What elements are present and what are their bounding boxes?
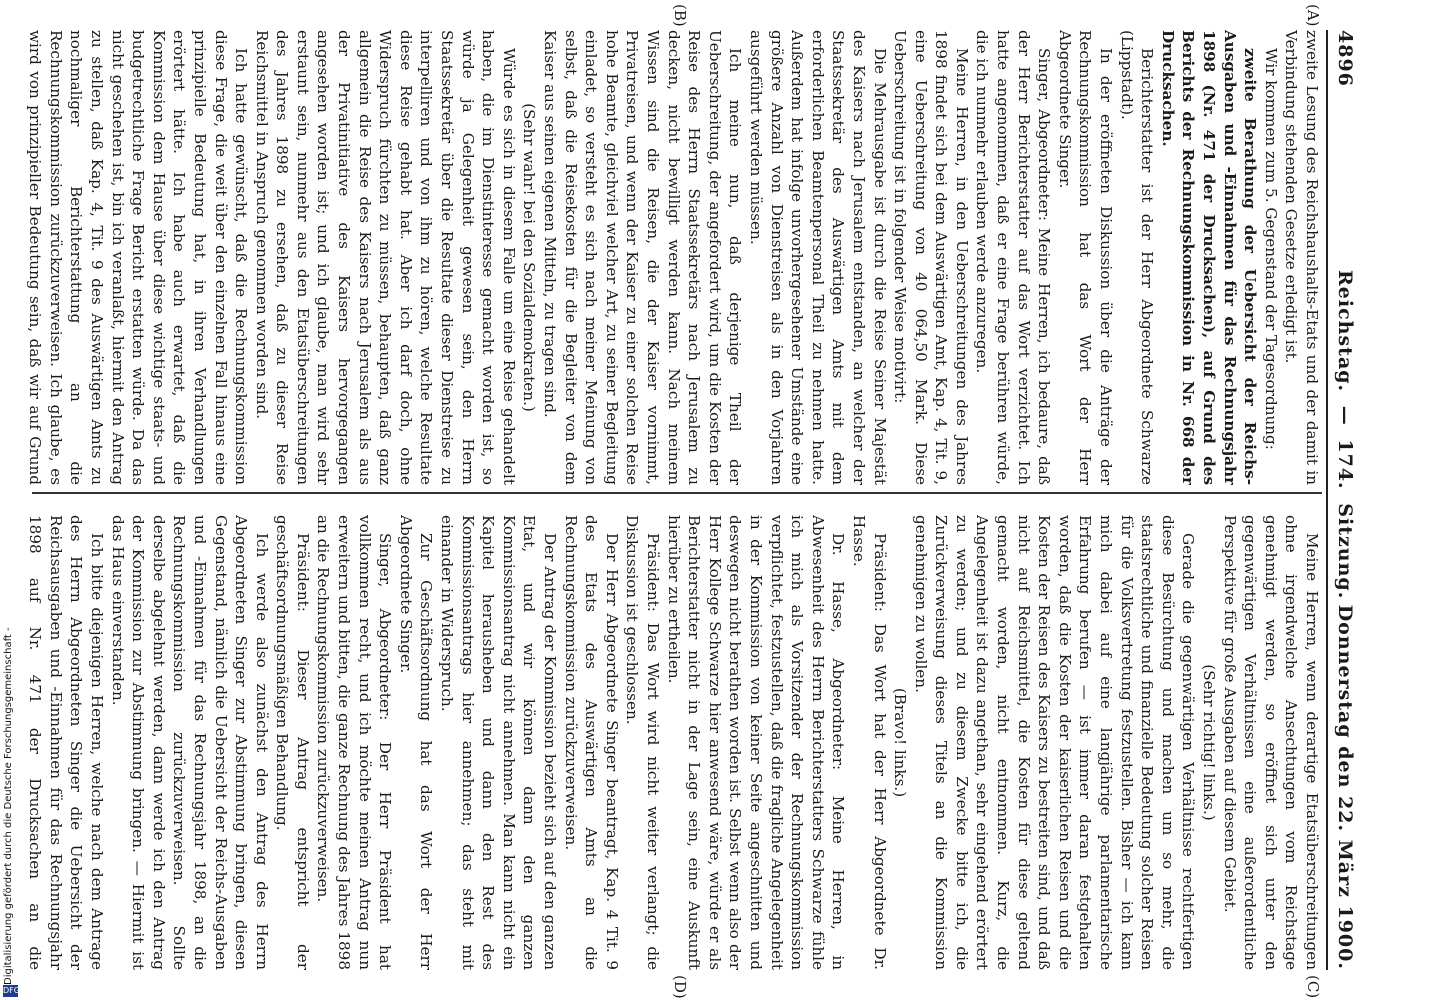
paragraph: Ich meine nun, daß derjenige Theil der Ueberschreitung, der angefordert wird, um die Kosten der Reise des Herrn Staatssekretärs nach Jerusalem zu decken, nicht bewilligt werden kann. Nach meinem Wissen sind die Reisen, die der Kaiser vornimmt, Privatreisen, und wenn der Kaiser zu einer solchen Reise hohe Beamte, gleichviel welcher Art, zu seiner Begleitung einladet, so versteht es sich nach meiner Meinung von selbst, daß die Reisekosten für die Begleiter von dem Kaiser aus seinen eigenen Mitteln, zu tragen sind. [541,30,745,485]
president-statement: Präsident: Das Wort hat der Herr Abgeordnete Dr. Hasse. [849,515,889,970]
left-column [22,30,1322,485]
interjection: (Sehr richtig! links.) [1200,664,1219,821]
paragraph: zweite Lesung des Reichshaushalts-Etats und der damit in Verbindung stehenden Gesetze erledigt ist. [1282,30,1321,485]
paragraph: In der eröffneten Diskussion über die Anträge der Rechnungskommission hat das Wort der Herr Abgeordnete Singer. [1055,30,1116,485]
paragraph: Meine Herren, in den Ueberschreitungen des Jahres 1898 findet sich bei dem Auswärtigen Amt, Kap. 4, Tit. 9, eine Ueberschreitung von 40 064,50 Mark. Diese Ueberschreitung ist in folgender Weise motivirt: [891,30,971,485]
margin-mark-b: (B) [671,4,689,27]
session-date: Donnerstag den 22. März 1900. [1334,604,1356,970]
paragraph: Ich werde also zunächst den Antrag des Herrn Abgeordneten Singer zur Abstimmung bringen, diesen Gegenstand, nämlich die Uebersicht der Reichs-Ausgaben und -Einnahmen für das Rechnungsjahr 1898, an die Rechnungskommission zurückzuverweisen. Sollte derselbe abgelehnt werden, dann werde ich den Antrag der Kommission zur Abstimmung bringen. — Hiermit ist das Haus einverstanden. [108,515,271,970]
interjection: (Bravo! links.) [891,687,910,798]
interjection: (Sehr wahr! bei den Sozialdemokraten.) [520,103,539,412]
digitization-credit [2,595,20,1000]
agenda-item: zweite Berathung der Uebersicht der Reichs-Ausgaben und -Einnahmen für das Rechnungsjahr 1898 (Nr. 471 der Drucksachen), auf Grund des Berichts der Rechnungskommission in Nr. 668 der Drucksachen. [1158,30,1260,485]
paragraph: Ich hatte gewünscht, daß die Rechnungskommission diese Frage, die weit über den einzelnen Fall hinaus eine prinzipielle Bedeutung hat, in ihren Verhandlungen erörtert hätte. Ich habe auch erwartet, daß die Kommission dem Hause über diese wichtige staats- und budgetrechtliche Frage Bericht erstatten würde. Da das nicht geschehen ist, bin ich veranlaßt, hiermit den Antrag zu stellen, daß Kap. 4, Tit. 9 des Auswärtigen Amts zu nochmaliger Berichterstattung an die Rechnungskommission zurückzuverweisen. Ich glaube, es wird von prinzipieller Bedeutung sein, daß wir auf Grund [26,30,251,485]
paragraph: Der Antrag der Kommission bezieht sich auf den ganzen Etat, und wir können dann den ganzen Kommissionsantrag nicht annehmen. Man kann nicht ein Kapitel herausheben und dann den Rest des Kommissionsantrags hier annehmen; das steht mit einander in Widerspruch. [438,515,560,970]
paragraph: Gerade die gegenwärtigen Verhältnisse rechtfertigen diese Besürchtung und machen um so mehr, die staatsrechtliche und finanzielle Bedeutung solcher Reisen für die Volksvertretung festzustellen. Bisher — ich kann mich dabei auf eine langjährige parlamentarische Erfahrung berufen — ist immer daran festgehalten worden, daß die Kosten der kaiserlichen Reisen und die Kosten der Reisen des Kaisers zu bestreiten sind, und daß nicht auf Reichsmittel, die Kosten für diese geltend gemacht worden, nicht entnommen. Kurz, die Angelegenheit ist dazu angethan, sehr eingehend erörtert zu werden; und zu diesem Zwecke bitte ich, die Zurückverweisung dieses Titels an die Kommission genehmigen zu wollen. [911,515,1198,970]
paragraph: Würde es sich in diesem Falle um eine Reise gehandelt haben, die im Dienstinteresse gemacht worden ist, so würde ja Gelegenheit gewesen sein, den Herrn Staatssekretär über die Resultate dieser Dienstreise zu interpelliren und von ihm zu hören, welche Resultate diese Reise gehabt hat. Aber ich darf doch, ohne Widerspruch fürchten zu müssen, behaupten, daß ganz allgemein die Reise des Kaisers nach Jerusalem als aus der Privatinitiative des Kaisers hervorgegangen angesehen worden ist; und ich glaube, man wird sehr erstaunt sein, nunmehr aus den Etatsüberschreitungen des Jahres 1898 zu ersehen, daß zu dieser Reise Reichsmittel in Anspruch genommen worden sind. [252,30,518,485]
president-statement: Präsident: Dieser Antrag entspricht der geschäftsordnungsmäßigen Behandlung. [273,515,312,970]
session-title: Reichstag. — 174. Sitzung. [1334,270,1356,600]
margin-mark-a: (A) [1304,4,1322,27]
president-statement: Präsident: Das Wort wird nicht weiter verlangt; die Diskussion ist geschlossen. [623,515,662,970]
paragraph: Zur Geschäftsordnung hat das Wort der Herr Abgeordnete Singer. [396,515,436,970]
paragraph: Meine Herren, wenn derartige Etatsüberschreitungen ohne irgendwelche Ansechtungen vom Reichstage genehmigt werden, so eröffnet sich unter den gegenwärtigen Verhältnissen eine außerordentliche Perspektive für große Ausgaben auf diesem Gebiet. [1220,515,1321,970]
right-column [22,515,1322,970]
dfg-logo: DFG [3,986,20,995]
margin-mark-d: (D) [671,975,689,999]
page-header [1330,30,1356,970]
speech-paragraph: Singer, Abgeordneter: Der Herr Präsident hat vollkommen recht, und ich möchte meinen Antrag nun erweitern und bitten, die ganze Rechnung des Jahres 1898 an die Rechnungskommission zurückzuverweisen. [314,515,395,970]
column-divider [32,492,1322,494]
paragraph: Der Herr Abgeordnete Singer beantragt, Kap. 4 Tit. 9 des Etats des Auswärtigen Amts an die Rechnungskommission zurückzuverweisen. [561,515,621,970]
page-number: 4896 [1334,30,1356,87]
paragraph: Berichterstatter ist der Herr Abgeordnete Schwarze (Lippstadt). [1117,30,1157,485]
paragraph: Wir kommen zum 5. Gegenstand der Tagesordnung: [1261,48,1280,450]
speech-paragraph: Singer, Abgeordneter: Meine Herren, ich bedaure, daß der Herr Berichterstatter auf das Wort verzichtet. Ich hatte angenommen, daß er eine Frage berühren würde, die ich nunmehr erlauben werde anzuregen. [973,30,1054,485]
speech-paragraph: Dr. Hasse, Abgeordneter: Meine Herren, in Abwesenheit des Herrn Berichterstatters Schwarze fühle ich mich als Vorsitzender der Rechnungskommission verpflichtet, festzustellen, daß die fragliche Angelegenheit in der Kommission von keiner Seite angeschnitten und deswegen nicht berathen worden ist. Selbst wenn also der Herr Kollege Schwarze hier anwesend wäre, würde er als Berichterstatter nicht in der Lage sein, eine Auskunft hierüber zu ertheilen. [664,515,848,970]
paragraph: Ich bitte diejenigen Herren, welche nach dem Antrage des Herrn Abgeordneten Singer die Uebersicht der Reichsausgaben und -Einnahmen für das Rechnungsjahr 1898 auf Nr. 471 der Drucksachen an die [26,515,106,970]
credit-text: Digitalisierung gefördert durch die Deutsche Forschungsgemeinschaft - [3,627,14,985]
quoted-paragraph: Die Mehrausgabe ist durch die Reise Seiner Majestät des Kaisers nach Jerusalem entstanden, an welcher der Staatssekretär des Auswärtigen Amts mit dem erforderlichen Beamtenpersonal Theil zu nehmen hatte. Außerdem hat infolge unvorhergesehener Umstände eine größere Anzahl von Dienstreisen als in den Vorjahren ausgeführt werden müssen. [746,30,889,485]
header-rule [1326,30,1328,970]
margin-mark-c: (C) [1304,975,1322,999]
